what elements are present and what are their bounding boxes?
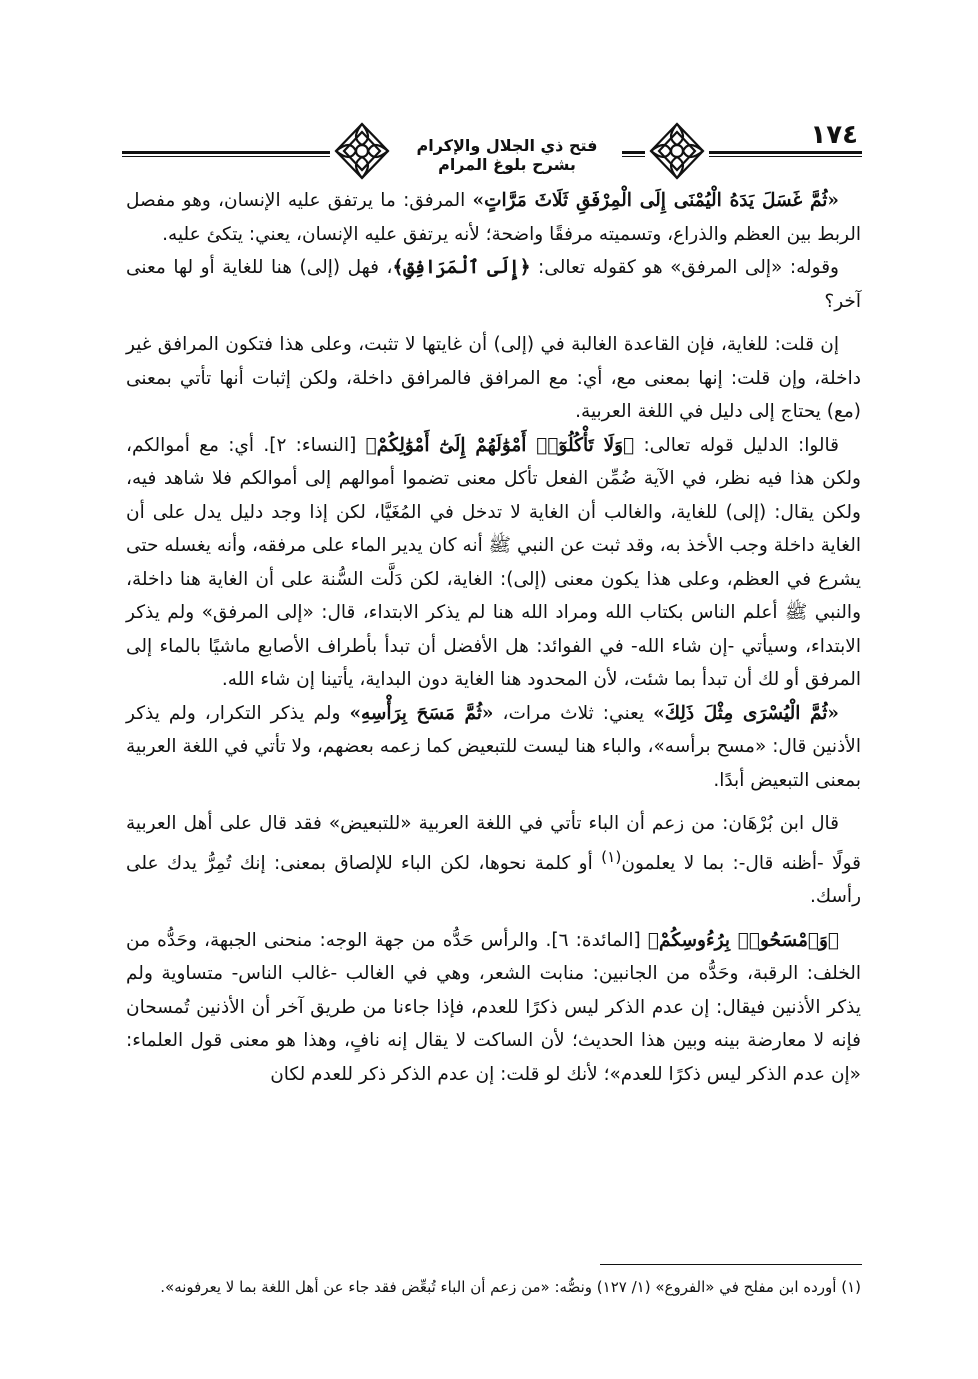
footnote-separator: [600, 1264, 862, 1265]
hadith-quote: «ثُمَّ الْيُسْرَى مِثْلَ ذَلِكَ»: [653, 702, 839, 724]
quran-verse: ﴿وَٱمْسَحُوا۟ بِرُءُوسِكُمْ﴾: [647, 929, 839, 951]
paragraph-text: . والرأس حَدُّه من جهة الوجه: منحنى الجبهة، وحَدُّه من الخلف: الرقبة، وحَدُّه من الجانبين: منابت الشعر، وهي في الغالب -غالب الناس- متساوية ولم يذكر الأذنين فيقال: إن عدم الذكر ليس ذكرًا للعدم، فإذا جاءنا من طريق آخر أن الأذنين تُمسحان فإنه لا معارضة بينه وبين هذا الحديث؛ لأن الساكت لا يقال إنه نافٍ، وهذا هو معنى قول العلماء: «إن عدم الذكر ليس ذكرًا للعدم»؛ لأنك لو قلت: إن عدم الذكر ذكر للعدم لكان: [126, 929, 861, 1085]
floral-ornament-icon: [645, 120, 709, 182]
paragraph: [126, 697, 861, 798]
paragraph-text: . أي: مع أموالكم، ولكن هذا فيه نظر، في الآية ضُمِّن الفعل تأكل معنى تضموا أموالهم إلى أموالكم فلا شاهد فيه، ولكن يقال: (إلى) للغاية، والغالب أن الغاية لا تدخل في المُغَيَّا، لكن إذا وجد دليل يدل على أن الغاية داخلة وجب الأخذ به، وقد ثبت عن النبي ﷺ أنه كان يدير الماء على مرفقه، وأنه يغسله حتى يشرع في العظم، وعلى هذا يكون معنى (إلى): الغاية، لكن دَلَّت السُّنة على أن الغاية هنا داخلة، والنبي ﷺ أعلم الناس بكتاب الله ومراد الله هنا لم يذكر الابتداء، قال: «إلى المرفق» ولم يذكر الابتداء، وسيأتي -إن شاء الله- في الفوائد: هل الأفضل أن تبدأ بأطراف الأصابع ماشيًا بالماء إلى المرفق أو لك أن تبدأ بما شئت، لأن المحدود هنا الغاية دون البداية، يأتينا إن شاء الله.: [126, 434, 861, 690]
paragraph-text: المرفق: ما يرتفق عليه الإنسان، وهو مفصل الربط بين العظم والذراع، وتسميته مرفقًا واضحة؛ لأنه يرتفق عليه الإنسان، يعني: يتكئ عليه.: [126, 190, 861, 245]
paragraph: [126, 924, 861, 1092]
page-header: [122, 118, 862, 178]
paragraph-text: ، فهل (إلى) هنا للغاية أو لها معنى آخر؟: [126, 257, 861, 312]
hadith-quote: «ثُمَّ غَسَلَ يَدَهُ الْيُمْنَى إِلَى الْمِرْفَقِ ثَلَاثَ مَرَّاتٍ»: [472, 190, 839, 211]
footnote-marker: (١): [601, 847, 622, 866]
paragraph: [126, 429, 861, 697]
quran-verse: ﴿إِلَى ٱلْمَرَافِقِ﴾: [392, 257, 531, 278]
footnote: (١) أورده ابن مفلح في «الفروع» (١/ ١٢٧) ونصُّه: «من زعم أن الباء تُبعِّض فقد جاء عن أهل اللغة بما لا يعرفونه».: [160, 1278, 861, 1296]
paragraph-text: أو كلمة نحوها، لكن الباء للإلصاق بمعنى: إنك تُمِرُّ يدك على رأسك.: [126, 852, 861, 908]
verse-reference: [المائدة: ٦]: [551, 929, 648, 951]
hadith-quote: «ثُمَّ مَسَحَ بِرَأْسِهِ»: [349, 702, 494, 724]
paragraph-text: قالوا: الدليل قوله تعالى:: [634, 434, 840, 456]
running-title: فتح ذي الجلال والإكرام بشرح بلوغ المرام: [392, 136, 622, 174]
paragraph: [126, 184, 861, 251]
paragraph-text: يعني: ثلاث مرات،: [493, 702, 654, 724]
paragraph: إن قلت: للغاية، فإن القاعدة الغالبة في (إلى) أن غايتها لا تثبت، وعلى هذا فتكون المرافق غير داخلة، وإن قلت: إنها بمعنى مع، أي: مع المرافق فالمرافق داخلة، ولكن إثبات أنها تأتي بمعنى (مع) يحتاج إلى دليل في اللغة العربية.: [126, 334, 861, 422]
paragraph: [126, 807, 861, 914]
paragraph: [126, 251, 861, 318]
footnotes: [126, 1272, 861, 1302]
paragraph-text: وقوله: «إلى المرفق» هو كقوله تعالى:: [530, 257, 839, 278]
verse-reference: [النساء: ٢]: [269, 434, 366, 456]
paragraph-text: قال ابن بُرْهَان: من زعم أن الباء تأتي في اللغة العربية «للتبعيض» فقد قال على أهل العربية قولًا -أظنه قال-: بما لا يعلمون: [126, 813, 862, 874]
paragraph-text: ولم يذكر التكرار، ولم يذكر الأذنين قال: «مسح برأسه»، والباء هنا ليست للتبعيض كما زعمه بعضهم، ولا تأتي في اللغة العربية بمعنى التبعيض أبدًا.: [126, 702, 861, 791]
floral-ornament-icon: [330, 120, 394, 182]
page-number: ١٧٤: [806, 120, 862, 150]
main-text: [126, 184, 861, 1091]
quran-verse: ﴿وَلَا تَأْكُلُوٓا۟ أَمْوَٰلَهُمْ إِلَىٰٓ أَمْوَٰلِكُمْ﴾: [365, 434, 635, 456]
